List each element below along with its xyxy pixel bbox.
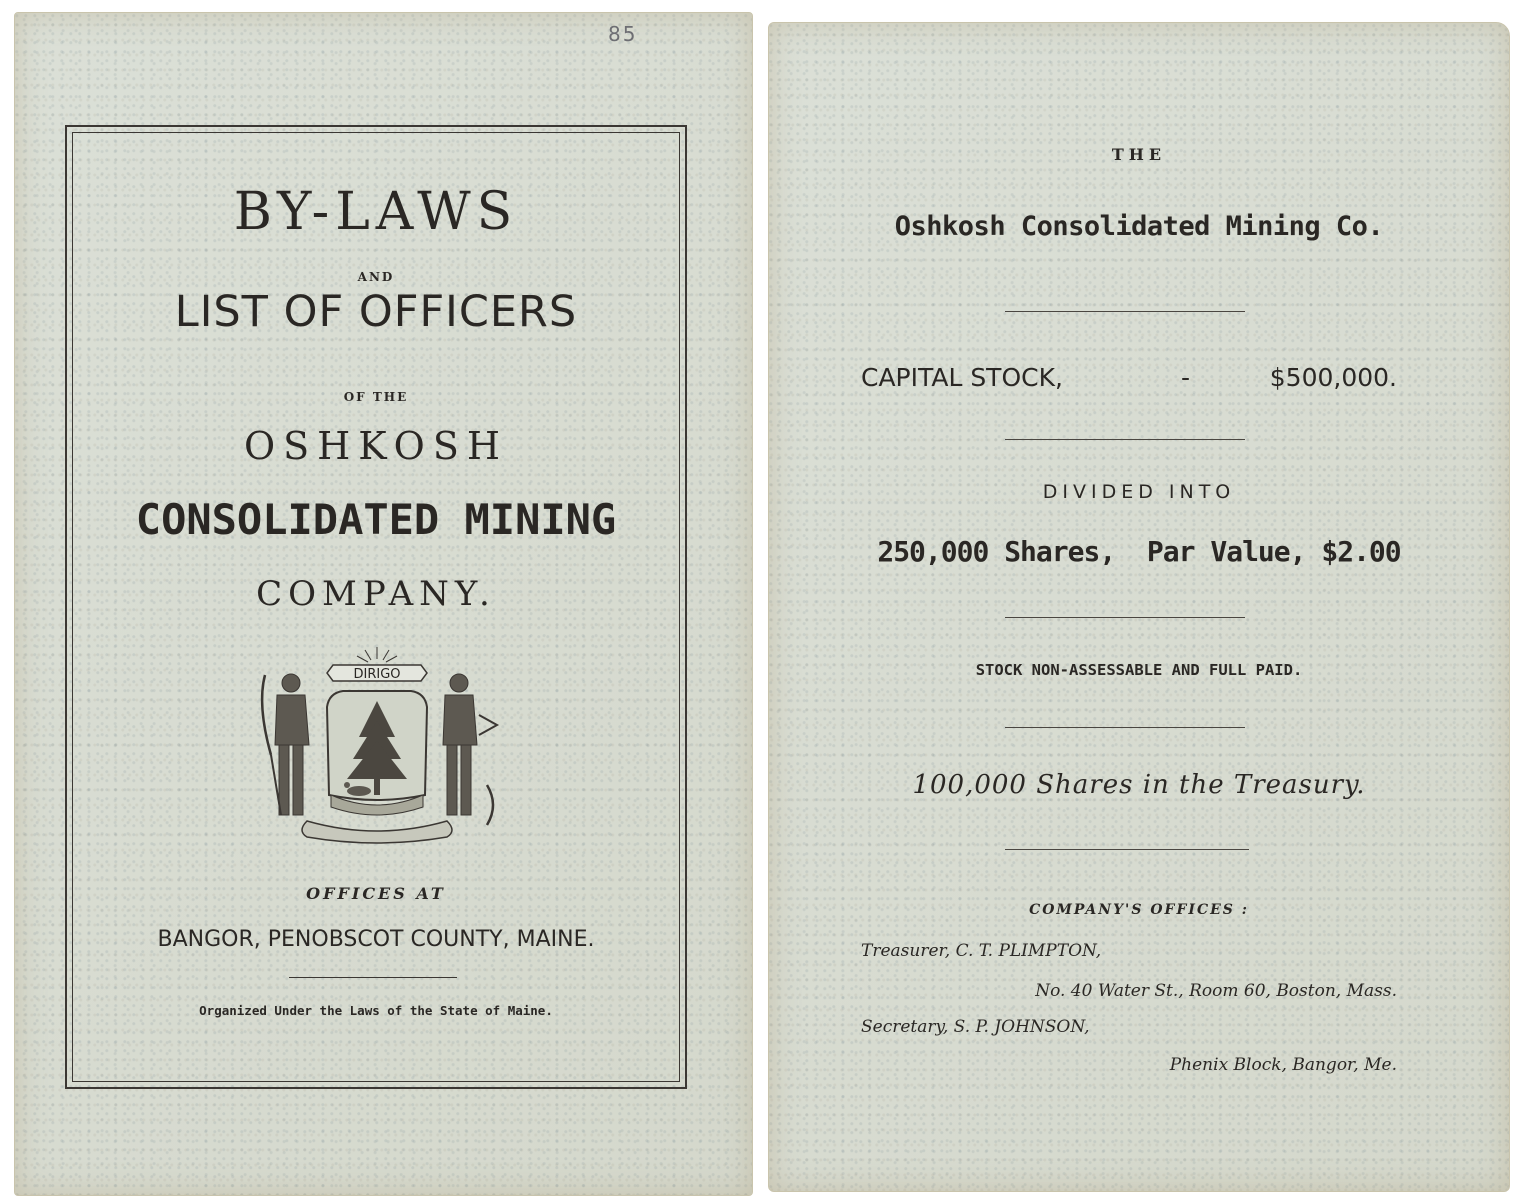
inner-offices-heading: COMPANY'S OFFICES :: [1029, 902, 1249, 918]
cover-company-line2: CONSOLIDATED MINING: [135, 495, 617, 544]
inner-page: [768, 22, 1510, 1192]
cover-page: [14, 12, 753, 1196]
state-seal-engraving: [247, 645, 507, 845]
capital-stock-label: CAPITAL STOCK,: [861, 363, 1063, 392]
sun-rays: [357, 647, 397, 662]
capital-stock-value: $500,000.: [1269, 363, 1397, 392]
divider-5: [1005, 849, 1249, 850]
cover-location: BANGOR, PENOBSCOT COUNTY, MAINE.: [157, 927, 595, 952]
cover-title: BY-LAWS: [233, 182, 519, 242]
cover-divider: [289, 977, 457, 978]
treasurer-line: Treasurer, C. T. PLIMPTON,: [861, 941, 1102, 961]
seal-motto: DIRIGO: [353, 667, 401, 682]
divider-3: [1005, 617, 1245, 618]
inner-shares: 250,000 Shares, Par Value, $2.00: [877, 535, 1401, 568]
cover-company-line3: COMPANY.: [256, 574, 496, 614]
capital-stock-dash: -: [1181, 363, 1191, 392]
inner-divided-into: DIVIDED INTO: [1042, 481, 1236, 503]
inner-the: THE: [1111, 145, 1167, 164]
sailor-figure: [443, 674, 497, 825]
inner-company-name: Oshkosh Consolidated Mining Co.: [894, 211, 1384, 242]
cover-frame: [65, 125, 687, 1089]
divider-4: [1005, 727, 1245, 728]
divider-1: [1005, 311, 1245, 312]
seal-scroll-base: [302, 821, 452, 843]
farmer-figure: [262, 674, 309, 815]
cover-organized: Organized Under the Laws of the State of Maine.: [199, 1003, 553, 1018]
inner-stock-note: STOCK NON-ASSESSABLE AND FULL PAID.: [975, 661, 1303, 679]
page-number: 85: [608, 22, 638, 46]
cover-company-line1: OSHKOSH: [243, 424, 509, 468]
cover-and: AND: [357, 270, 395, 284]
cover-offices-at: OFFICES AT: [306, 884, 446, 903]
treasurer-address: No. 40 Water St., Room 60, Boston, Mass.: [1035, 981, 1397, 1001]
cover-of-the: OF THE: [343, 390, 409, 404]
inner-treasury: 100,000 Shares in the Treasury.: [912, 770, 1366, 800]
secretary-address: Phenix Block, Bangor, Me.: [1169, 1055, 1397, 1075]
cover-list-of-officers: LIST OF OFFICERS: [174, 287, 578, 337]
divider-2: [1005, 439, 1245, 440]
secretary-line: Secretary, S. P. JOHNSON,: [861, 1017, 1090, 1037]
